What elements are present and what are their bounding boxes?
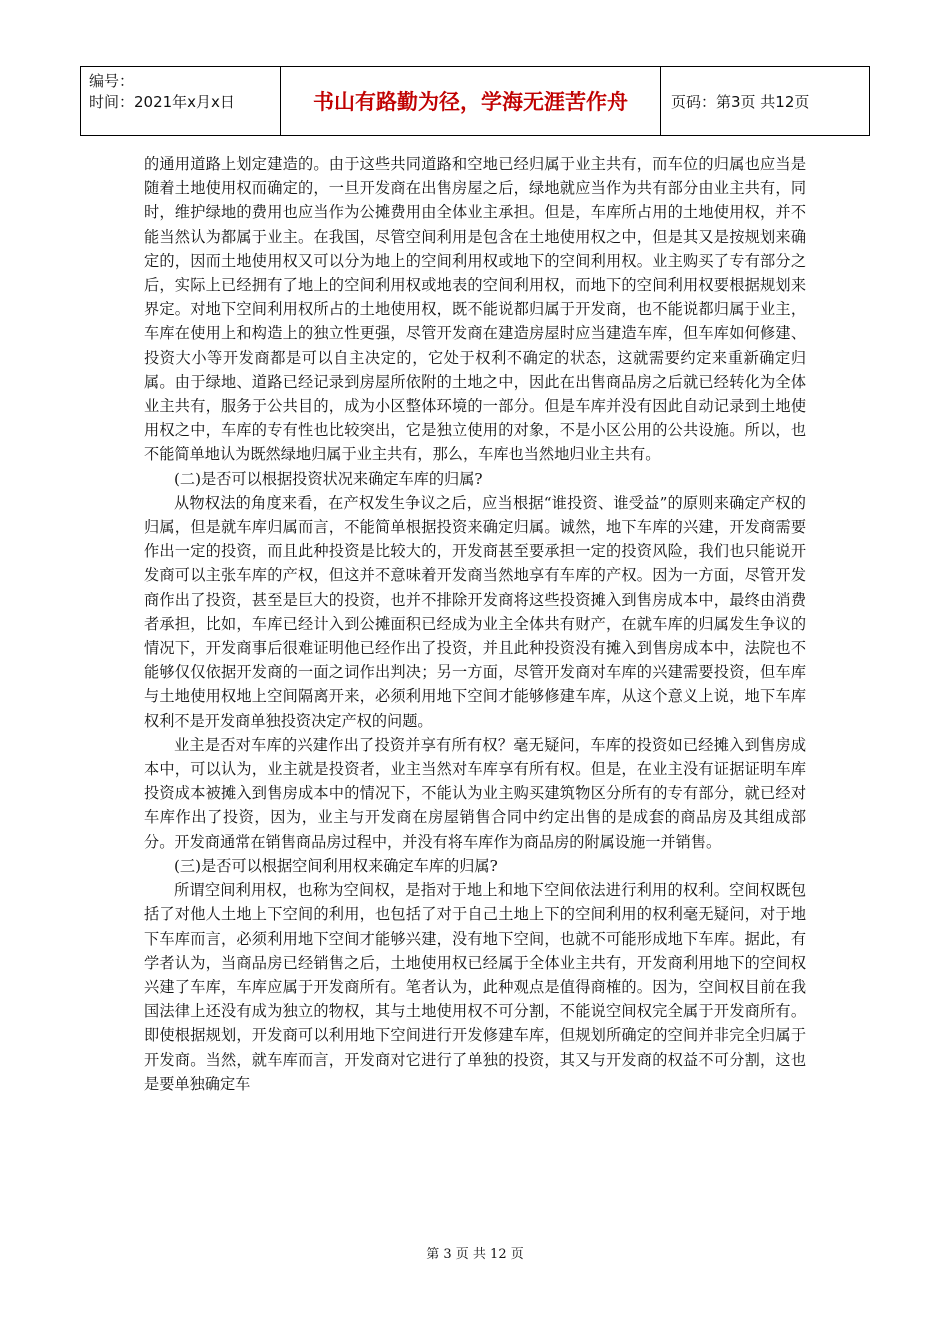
document-date-label: 时间：2021年x月x日 [89,93,235,111]
section-heading: (三)是否可以根据空间利用权来确定车库的归属? [174,856,498,875]
paragraph: 业主是否对车库的兴建作出了投资并享有所有权？毫无疑问，车库的投资如已经摊入到售房成本中，可以认为，业主就是投资者，业主当然对车库享有所有权。但是，在业主没有证据证明车库投资成本被摊入到售房成本中的情况下，不能认为业主购买建筑物区分所有的专有部分，就已经对车库作出了投资，因为，业主与开发商在房屋销售合同中约定出售的是成套的商品房及其组成部分。开发商通常在销售商品房过程中，并没有将车库作为商品房的附属设施一并销售。 [144,735,806,851]
page-footer: 第 3 页 共 12 页 [426,1247,524,1262]
document-body [144,152,806,1096]
paragraph: 所谓空间利用权，也称为空间权，是指对于地上和地下空间依法进行利用的权利。空间权既包括了对他人土地上下空间的利用，也包括了对于自己土地上下的空间利用的权利毫无疑问，对于地下车库而言，必须利用地下空间才能够兴建，没有地下空间，也就不可能形成地下车库。据此，有学者认为，当商品房已经销售之后，土地使用权已经属于全体业主共有，开发商利用地下的空间权兴建了车库，车库应属于开发商所有。笔者认为，此种观点是值得商榷的。因为，空间权目前在我国法律上还没有成为独立的物权，其与土地使用权不可分割，不能说空间权完全属于开发商所有。即使根据规划，开发商可以利用地下空间进行开发修建车库，但规划所确定的空间并非完全归属于开发商。当然，就车库而言，开发商对它进行了单独的投资，其又与开发商的权益不可分割，这也是要单独确定车 [144,881,806,1093]
paragraph: 从物权法的角度来看，在产权发生争议之后，应当根据“谁投资、谁受益”的原则来确定产权的归属，但是就车库归属而言，不能简单根据投资来确定归属。诚然，地下车库的兴建，开发商需要作出一定的投资，而且此种投资是比较大的，开发商甚至要承担一定的投资风险，我们也只能说开发商可以主张车库的产权，但这并不意味着开发商当然地享有车库的产权。因为一方面，尽管开发商作出了投资，甚至是巨大的投资，也并不排除开发商将这些投资摊入到售房成本中，最终由消费者承担，比如，车库已经计入到公摊面积已经成为业主全体共有财产，在就车库的归属发生争议的情况下，开发商事后很难证明他已经作出了投资，并且此种投资没有摊入到售房成本中，法院也不能够仅仅依据开发商的一面之词作出判决；另一方面，尽管开发商对车库的兴建需要投资，但车库与土地使用权地上空间隔离开来，必须利用地下空间才能够修建车库，从这个意义上说，地下车库权利不是开发商单独投资决定产权的问题。 [144,493,806,730]
page-header [80,66,870,136]
section-heading: (二)是否可以根据投资状况来确定车库的归属? [174,469,483,488]
header-meta [81,67,281,135]
paragraph: 的通用道路上划定建造的。由于这些共同道路和空地已经归属于业主共有，而车位的归属也应当是随着土地使用权而确定的，一旦开发商在出售房屋之后，绿地就应当作为共有部分由业主共有，同时，维护绿地的费用也应当作为公摊费用由全体业主承担。但是，车库所占用的土地使用权，并不能当然认为都属于业主。在我国，尽管空间利用是包含在土地使用权之中，但是其又是按规划来确定的，因而土地使用权又可以分为地上的空间利用权或地下的空间利用权。业主购买了专有部分之后，实际上已经拥有了地上的空间利用权或地表的空间利用权，而地下的空间利用权要根据规划来界定。对地下空间利用权所占的土地使用权，既不能说都归属于开发商，也不能说都归属于业主，车库在使用上和构造上的独立性更强，尽管开发商在建造房屋时应当建造车库，但车库如何修建、投资大小等开发商都是可以自主决定的，它处于权利不确定的状态，这就需要约定来重新确定归属。由于绿地、道路已经记录到房屋所依附的土地之中，因此在出售商品房之后就已经转化为全体业主共有，服务于公共目的，成为小区整体环境的一部分。但是车库并没有因此自动记录到土地使用权之中，车库的专有性也比较突出，它是独立使用的对象，不是小区公用的公共设施。所以，也不能简单地认为既然绿地归属于业主共有，那么，车库也当然地归业主共有。 [144,155,806,464]
document-number-label: 编号： [89,72,135,90]
header-motto: 书山有路勤为径，学海无涯苦作舟 [281,67,661,135]
header-page-number: 页码：第3页 共12页 [671,92,810,111]
